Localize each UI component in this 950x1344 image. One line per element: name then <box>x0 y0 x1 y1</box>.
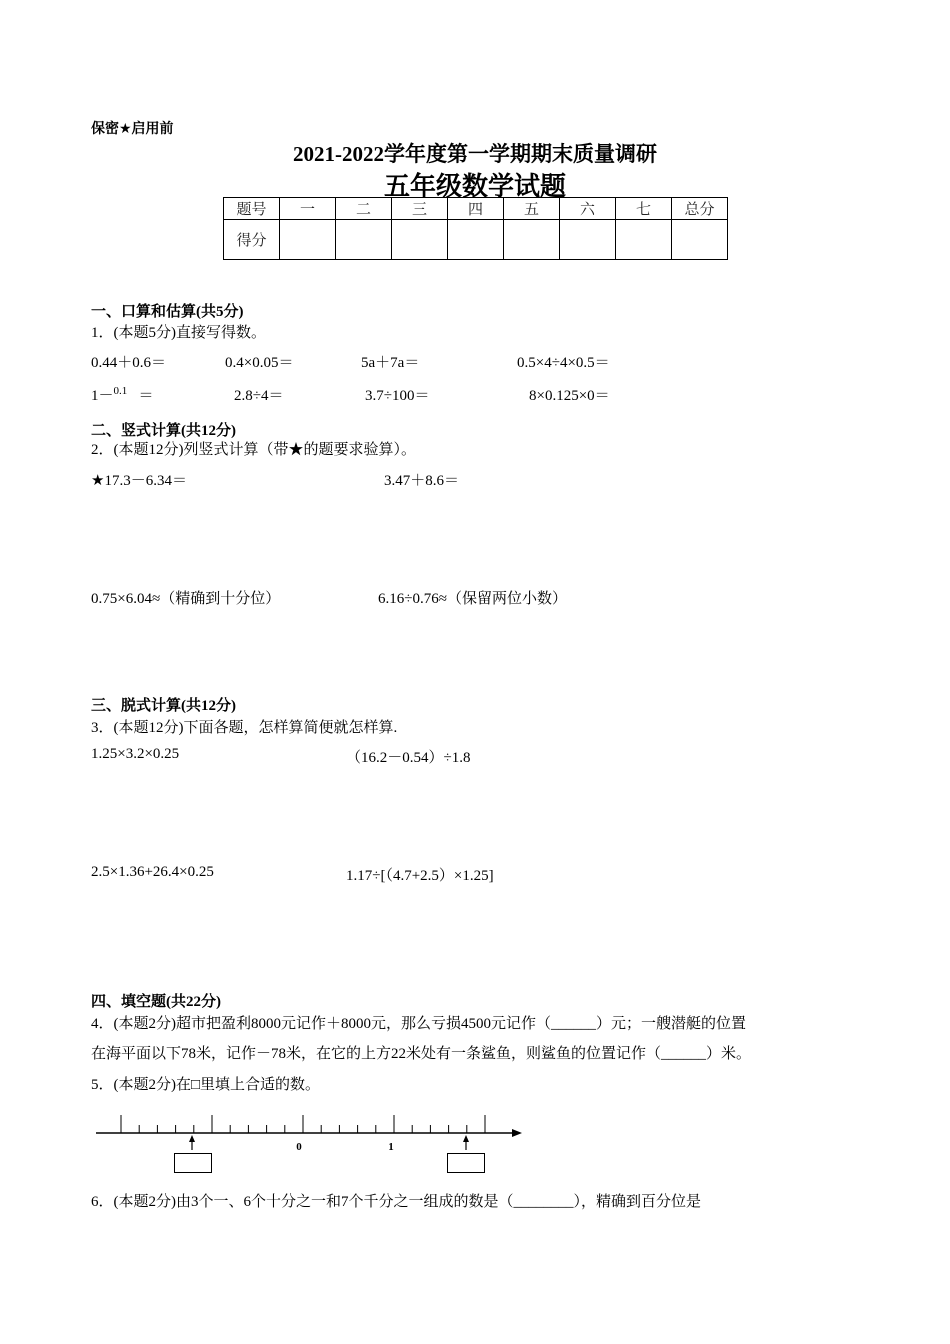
question-3: 3．(本题12分)下面各题，怎样算简便就怎样算. <box>91 720 398 736</box>
confidential-label: 保密★启用前 <box>91 121 174 137</box>
score-header-cell: 总分 <box>672 198 728 220</box>
oral-item-sup: 0.1 <box>113 385 128 397</box>
exam-title-subject: 五年级数学试题 <box>383 172 566 202</box>
stepwise-calc-item: 1.17÷[（4.7+2.5）×1.25] <box>346 868 494 884</box>
score-header-cell: 题号 <box>224 198 280 220</box>
stepwise-calc-item: 2.5×1.36+26.4×0.25 <box>91 864 214 880</box>
score-header-cell: 二 <box>336 198 392 220</box>
oral-item: 2.8÷4＝ <box>234 388 284 404</box>
section4-heading: 四、填空题(共22分) <box>91 994 221 1010</box>
stepwise-calc-item: （16.2－0.54）÷1.8 <box>346 750 471 766</box>
answer-box-left[interactable] <box>174 1153 212 1173</box>
vertical-calc-item: 3.47＋8.6＝ <box>384 473 460 489</box>
question-4-line2: 在海平面以下78米，记作－78米，在它的上方22米处有一条鲨鱼，则鲨鱼的位置记作（______）米。 <box>91 1046 752 1062</box>
score-header-cell: 五 <box>504 198 560 220</box>
stepwise-calc-item: 1.25×3.2×0.25 <box>91 746 180 762</box>
number-line-label-1: 1 <box>388 1141 394 1153</box>
exam-title-year: 2021-2022学年度第一学期期末质量调研 <box>293 142 657 166</box>
pointer-arrowhead-left <box>189 1135 195 1142</box>
oral-item: 0.4×0.05＝ <box>225 355 294 371</box>
vertical-calc-item: 0.75×6.04≈（精确到十分位） <box>91 591 281 607</box>
score-table-score-row <box>224 220 728 260</box>
vertical-calc-item: 6.16÷0.76≈（保留两位小数） <box>378 591 567 607</box>
oral-item: 3.7÷100＝ <box>365 388 430 404</box>
number-line-ticks <box>121 1115 485 1133</box>
vertical-calc-item: ★17.3－6.34＝ <box>91 473 187 489</box>
number-line-label-0: 0 <box>296 1141 302 1153</box>
score-cell[interactable] <box>336 220 392 260</box>
score-cell[interactable] <box>672 220 728 260</box>
score-cell[interactable] <box>392 220 448 260</box>
section1-heading: 一、口算和估算(共5分) <box>91 304 244 320</box>
score-header-cell: 六 <box>560 198 616 220</box>
question-4-line1: 4．(本题2分)超市把盈利8000元记作＋8000元，那么亏损4500元记作（______）元；一艘潜艇的位置 <box>91 1016 746 1032</box>
oral-item: 0.44＋0.6＝ <box>91 355 167 371</box>
score-header-cell: 一 <box>280 198 336 220</box>
answer-box-right[interactable] <box>447 1153 485 1173</box>
score-table <box>223 197 728 260</box>
score-header-cell: 七 <box>616 198 672 220</box>
section3-heading: 三、脱式计算(共12分) <box>91 698 236 714</box>
score-cell[interactable] <box>616 220 672 260</box>
score-header-cell: 三 <box>392 198 448 220</box>
oral-item-suffix: ＝ <box>138 388 154 404</box>
score-cell[interactable] <box>448 220 504 260</box>
question-5: 5．(本题2分)在□里填上合适的数。 <box>91 1077 321 1093</box>
number-line-arrowhead <box>512 1129 522 1137</box>
score-header-cell: 四 <box>448 198 504 220</box>
score-cell[interactable] <box>280 220 336 260</box>
oral-item: 5a＋7a＝ <box>361 355 420 371</box>
question-2: 2．(本题12分)列竖式计算（带★的题要求验算）。 <box>91 442 416 458</box>
score-cell[interactable] <box>504 220 560 260</box>
oral-item: 0.5×4÷4×0.5＝ <box>517 355 610 371</box>
oral-item-prefix: 1－ <box>91 388 114 404</box>
oral-item: 8×0.125×0＝ <box>529 388 610 404</box>
score-label-cell: 得分 <box>224 220 280 260</box>
oral-item-fraction <box>91 384 154 405</box>
section2-heading: 二、竖式计算(共12分) <box>91 423 236 439</box>
pointer-arrowhead-right <box>463 1135 469 1142</box>
score-cell[interactable] <box>560 220 616 260</box>
score-table-header-row <box>224 198 728 220</box>
question-1: 1．(本题5分)直接写得数。 <box>91 325 266 341</box>
question-6: 6．(本题2分)由3个一、6个十分之一和7个千分之一组成的数是（________），精确到百分位是 <box>91 1194 701 1210</box>
